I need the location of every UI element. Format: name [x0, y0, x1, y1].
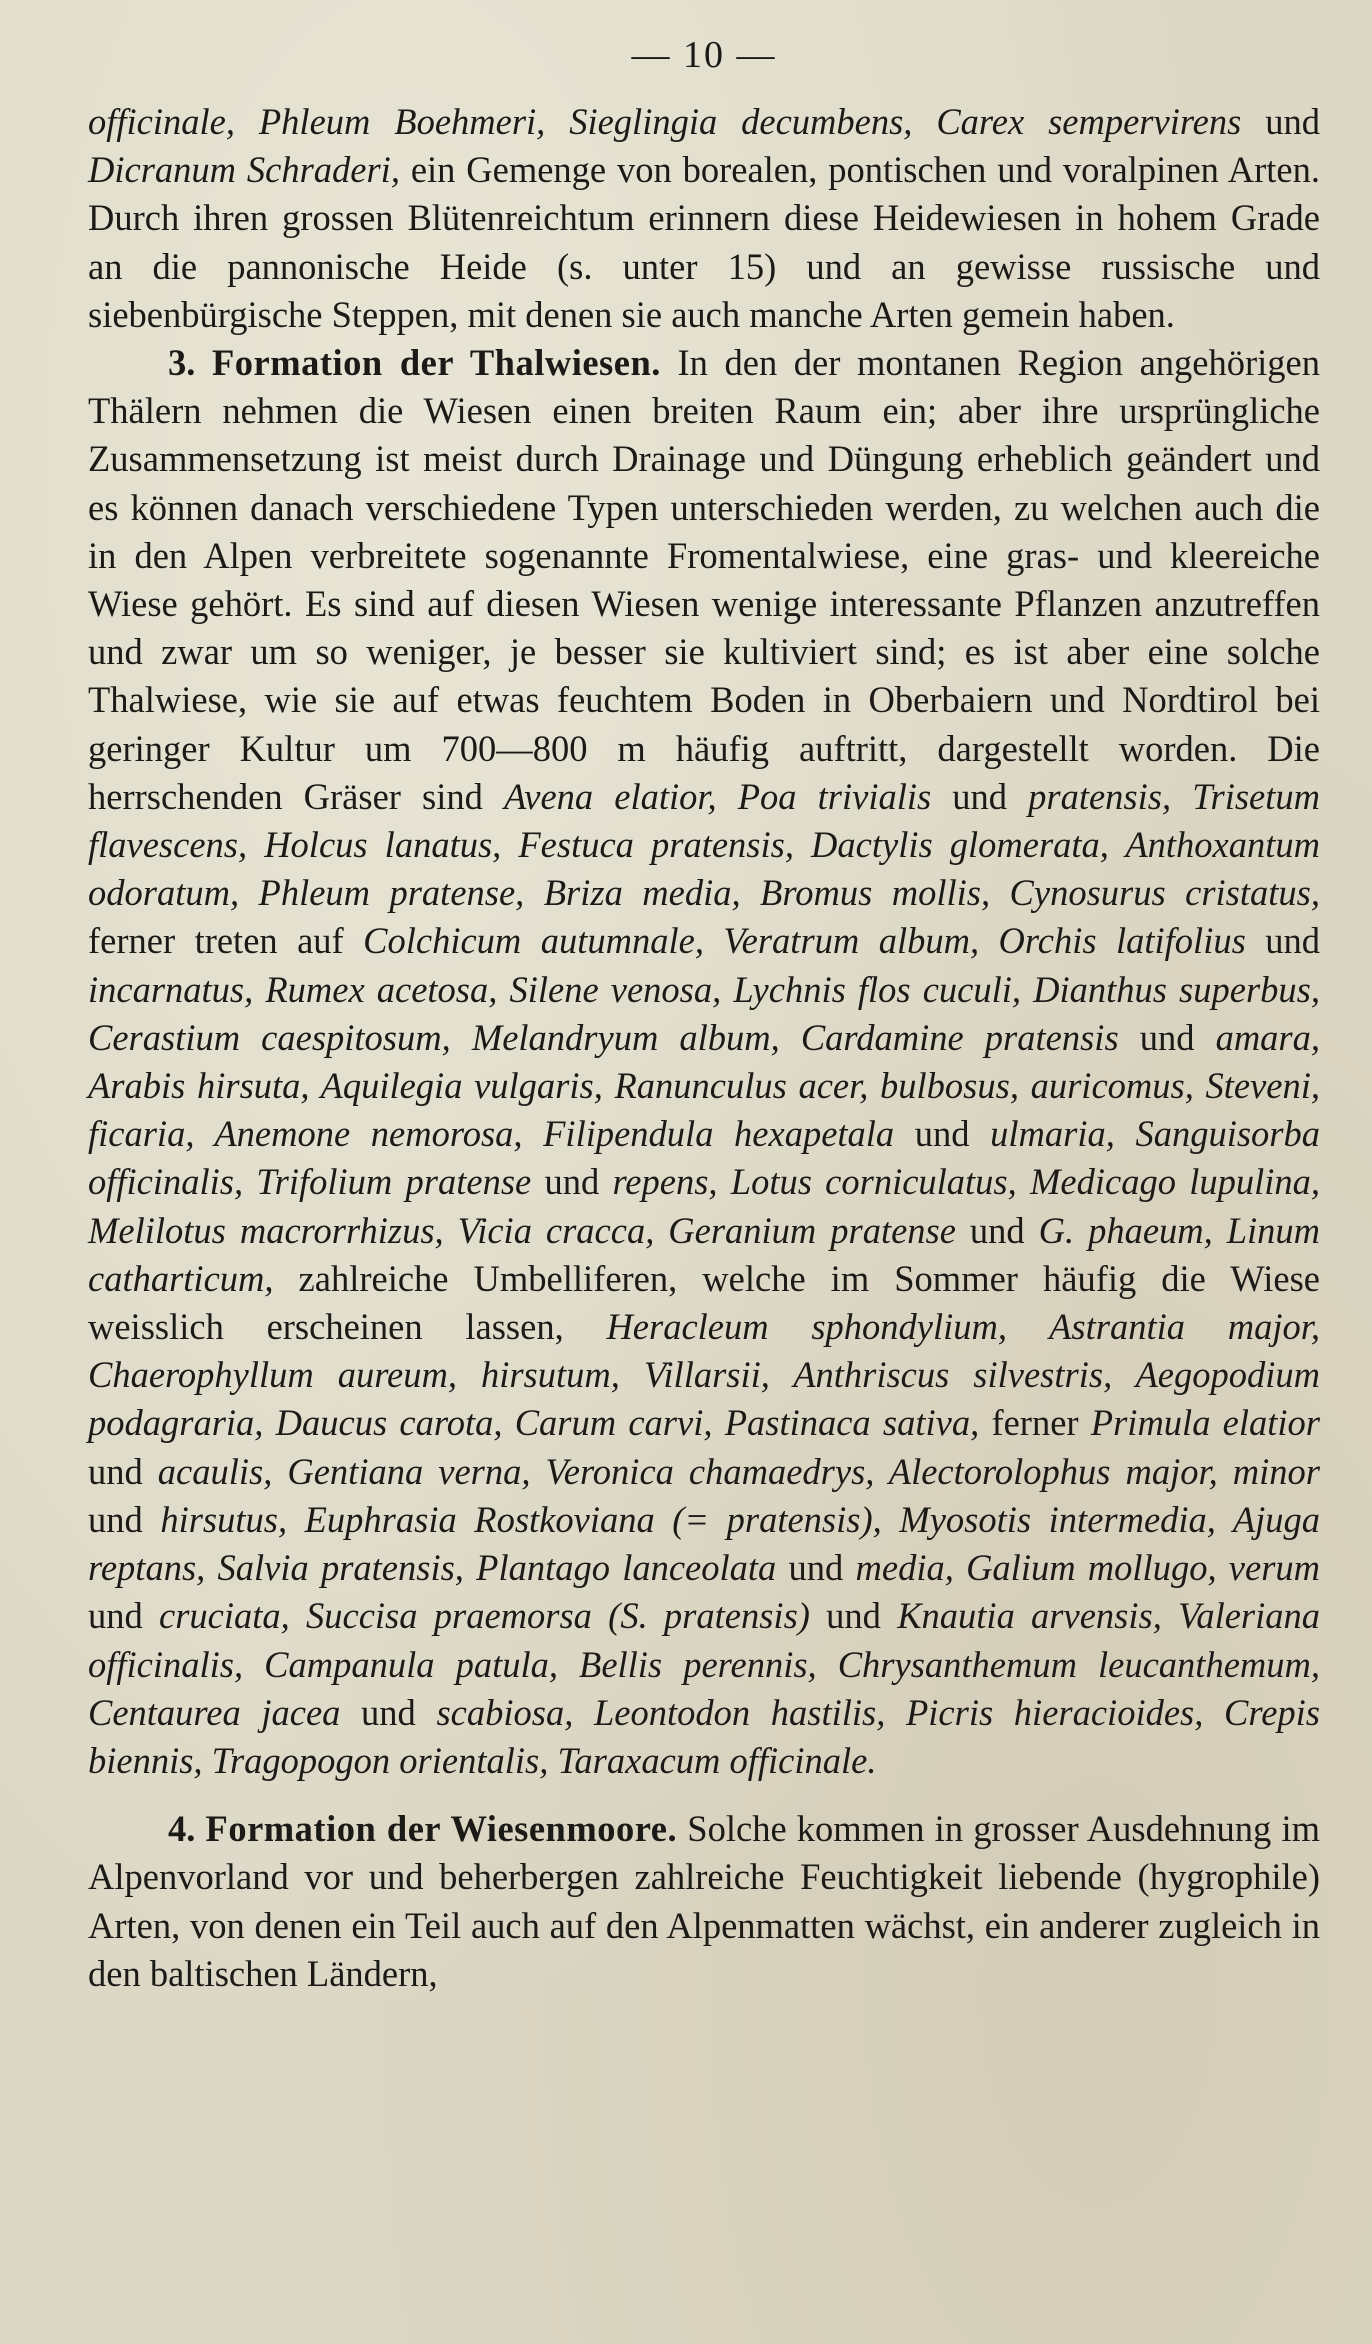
body-text: und — [894, 1113, 991, 1155]
body-text: und — [88, 1498, 161, 1540]
species-names: scabiosa, Leontodon hastilis, Picris hieracioides, Crepis biennis, Tragopogon orientalis, Taraxacum officinale. — [88, 1691, 1320, 1781]
body-text: und — [1245, 920, 1320, 962]
body-text: In den der montanen Region angehörigen Thälern nehmen die Wiesen einen breiten Raum ein; aber ihre ursprüngliche Zusammensetzung ist meist durch Drainage und Düngung erheblich geändert und es können danach verschiedene Typen unterschieden werden, zu welchen auch die in den Alpen verbreitete sogenannte Fromentalwiese, eine gras- und kleereiche Wiese gehört. Es sind auf diesen Wiesen wenige interessante Pflanzen anzutreffen und zwar um so weniger, je besser sie kultiviert sind; es ist aber eine solche Thalwiese, wie sie auf etwas feuchtem Boden in Oberbaiern und Nordtirol bei geringer Kultur um 700—800 m häufig auftritt, dargestellt worden. Die herrschenden Gräser sind — [88, 342, 1320, 817]
body-text: und — [955, 1209, 1039, 1251]
species-names: acaulis, Gentiana verna, Veronica chamaedrys, Alectorolophus major, minor — [157, 1450, 1320, 1492]
body-text: und — [531, 1161, 613, 1203]
paragraph-formation-thalwiesen — [88, 339, 1320, 1785]
section-heading: Formation der Wiesenmoore. — [205, 1808, 678, 1850]
species-names: officinale, Phleum Boehmeri, Sieglingia decumbens, Carex sempervirens — [88, 101, 1242, 142]
species-names: Colchicum autumnale, Veratrum album, Orchis latifolius — [363, 920, 1246, 962]
body-text: zahlreiche Umbelliferen, welche im Sommer häufig die Wiese weisslich erscheinen lassen, — [88, 1257, 1320, 1348]
body-text: ferner treten auf — [88, 920, 364, 962]
section-number: 4. — [168, 1808, 196, 1850]
species-names: amara, Arabis hirsuta, Aquilegia vulgaris, Ranunculus acer, bulbosus, auricomus, Steveni, ficaria, Anemone nemorosa, Filipendula hexapetala — [88, 1016, 1321, 1155]
paragraph-1 — [88, 98, 1320, 339]
species-names: ulmaria, Sanguisorba officinalis, Trifolium pratense — [88, 1113, 1321, 1203]
species-names: Heracleum sphondylium, Astrantia major, Chaerophyllum aureum, hirsutum, Villarsii, Anthriscus silvestris, Aegopodium podagraria, Daucus carota, Carum carvi, Pastinaca sativa, — [88, 1306, 1320, 1444]
body-text: und — [809, 1595, 898, 1637]
document-page — [88, 20, 1320, 1998]
body-text: und — [88, 1450, 158, 1492]
species-names: Knautia arvensis, Valeriana officinalis, Campanula patula, Bellis perennis, Chrysanthemum leucanthemum, Centaurea jacea — [88, 1595, 1321, 1733]
body-text: ein Gemenge von borealen, pontischen und voralpinen Arten. Durch ihren grossen Blütenreichtum erinnern diese Heidewiesen in hohem Grade an die pannonische Heide (s. unter 15) und an gewisse russische und siebenbürgische Steppen, mit denen sie auch manche Arten gemein haben. — [88, 149, 1320, 335]
species-names: pratensis, Trisetum flavescens, Holcus lanatus, Festuca pratensis, Dactylis glomerata, Anthoxantum odoratum, Phleum pratense, Briza media, Bromus mollis, Cynosurus cristatus, — [88, 775, 1320, 914]
paragraph-formation-wiesenmoore — [88, 1805, 1320, 1998]
body-text: und — [88, 1595, 159, 1637]
section-heading: Formation der Thalwiesen. — [211, 342, 661, 384]
section-number: 3. — [168, 342, 196, 384]
species-names: repens, Lotus corniculatus, Medicago lupulina, Melilotus macrorrhizus, Vicia cracca, Geranium pratense — [88, 1161, 1320, 1251]
species-names: Dicranum Schraderi, — [88, 149, 400, 191]
body-text: und — [1241, 101, 1320, 142]
species-names: Primula elatior — [1090, 1402, 1320, 1444]
species-names: cruciata, Succisa praemorsa (S. pratensis) — [159, 1595, 810, 1637]
species-names: Avena elatior, Poa trivialis — [503, 775, 932, 817]
body-text: ferner — [979, 1402, 1091, 1444]
body-text: und — [776, 1547, 856, 1589]
species-names: hirsutus, Euphrasia Rostkoviana (= pratensis), Myosotis intermedia, Ajuga reptans, Salvia pratensis, Plantago lanceolata — [88, 1498, 1321, 1589]
body-text: Solche kommen in grosser Ausdehnung im Alpenvorland vor und beherbergen zahlreiche Feuchtigkeit liebende (hygrophile) Arten, von denen ein Teil auch auf den Alpenmatten wächst, ein anderer zugleich in den baltischen Ländern, — [88, 1808, 1320, 1994]
species-names: G. phaeum, Linum catharticum, — [88, 1209, 1321, 1299]
body-text: und — [931, 775, 1029, 817]
species-names: incarnatus, Rumex acetosa, Silene venosa, Lychnis flos cuculi, Dianthus superbus, Cerastium caespitosum, Melandryum album, Cardamine pratensis — [88, 968, 1320, 1058]
body-text: und — [1118, 1016, 1216, 1058]
body-text: und — [340, 1691, 437, 1733]
species-names: media, Galium mollugo, verum — [855, 1547, 1321, 1589]
page-number: — 10 — — [631, 34, 777, 76]
